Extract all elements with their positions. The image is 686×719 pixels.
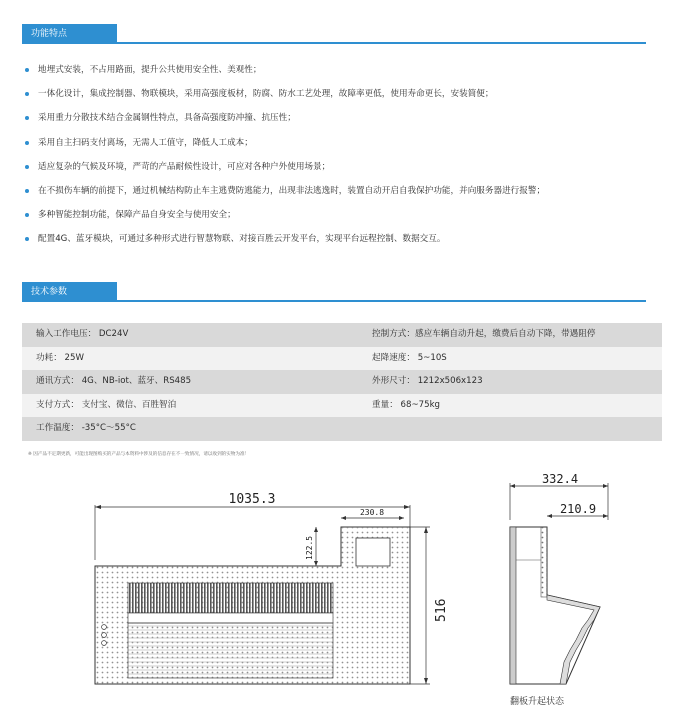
dimension-inner [341, 508, 404, 520]
spec-cell: 控制方式：感应车辆自动升起，缴费后自动下降，带遇阻停 [372, 329, 596, 339]
feature-text: 适应复杂的气候及环境，严苛的产品耐候性设计，可应对各种户外使用场景； [38, 161, 331, 172]
dim-label: 122.5 [305, 535, 314, 560]
dim-label: 1035.3 [228, 492, 276, 507]
specs-section-title: 技术参数 [22, 282, 117, 302]
dim-label: 332.4 [541, 472, 579, 486]
feature-text: 采用自主扫码支付离场，无需人工值守，降低人工成本； [38, 137, 253, 148]
dim-label: 516 [434, 598, 449, 622]
dimension-height [410, 527, 449, 684]
feature-text: 采用重力分散技术结合金属钢性特点，具备高强度防冲撞、抗压性； [38, 113, 296, 124]
dimension-side-inner [547, 502, 608, 518]
disclaimer-note: ※ 因产品不定期更新，可能出现图购买的产品与本资料中涉及的信息存在不一致情况，请以收到的实物为准！ [28, 452, 250, 457]
spec-cell: 通讯方式： 4G、NB-iot、蓝牙、RS485 [36, 376, 192, 386]
spec-cell: 输入工作电压： DC24V [36, 329, 129, 339]
spec-cell: 支付方式： 支付宝、微信、百胜智泊 [36, 399, 177, 410]
feature-text: 多种智能控制功能，保障产品自身安全与使用安全； [38, 210, 236, 221]
dimension-small [305, 527, 318, 566]
drawing-caption: 翻板升起状态 [510, 697, 565, 707]
dim-label: 230.8 [359, 508, 385, 517]
front-view [95, 527, 410, 684]
feature-text: 配置4G、蓝牙模块，可通过多种形式进行智慧物联、对接百胜云开发平台，实现平台远程控制、数据交互。 [38, 234, 446, 245]
dim-label: 210.9 [559, 502, 597, 516]
spec-cell: 外形尺寸： 1212x506x123 [372, 376, 483, 386]
feature-text: 在不损伤车辆的前提下，通过机械结构防止车主逃费防逃能力，出现非法逃逸时，装置自动开启自我保护功能，并向服务器进行报警； [38, 185, 546, 196]
spec-cell: 重量： 68~75kg [372, 399, 441, 410]
feature-text: 一体化设计，集成控制器、物联模块，采用高强度板材，防腐、防水工艺处理，故障率更低，使用寿命更长，安装简便； [38, 89, 494, 100]
spec-cell: 起降速度： 5~10S [372, 352, 447, 363]
feature-text: 地埋式安装，不占用路面，提升公共使用安全性、美观性； [38, 65, 262, 75]
features-section-title: 功能特点 [22, 24, 117, 44]
side-view [510, 527, 600, 684]
spec-cell: 工作温度： -35°C～55°C [36, 423, 136, 433]
spec-cell: 功耗： 25W [36, 352, 84, 363]
